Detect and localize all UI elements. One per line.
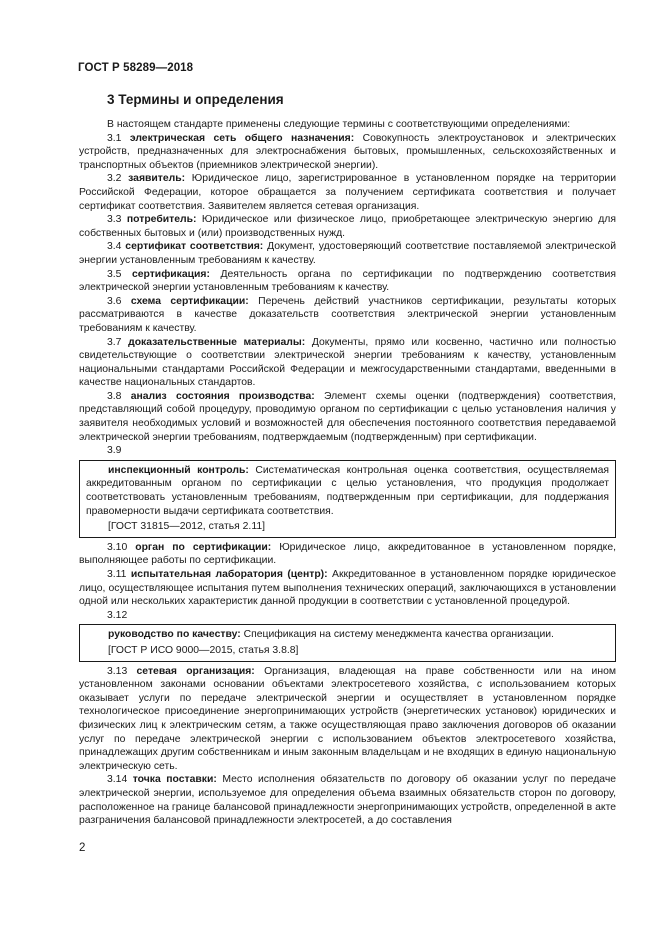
term-3-9-box [79,460,616,538]
term-3-1: 3.1 электрическая сеть общего назначения: Совокупность электроустановок и электрических устройств, предназначенных для электроснабжения бытовых, промышленных, сельскохозяйственных и транспортных объектов (приемников электрической энергии). [79,132,616,171]
section-title: 3 Термины и определения [107,92,284,107]
term-3-13: 3.13 сетевая организация: Организация, владеющая на праве собственности или на ином установленном законами основании объектами электросетевого хозяйства, с использованием которых оказывает услуги по передаче электрической энергии и осуществляет в установленном порядке технологическое присоединение энергопринимающих устройств (энергетических установок) юридических и физических лиц к электрическим сетям, а также осуществляющая право заключения договоров об оказании услуг по передаче электрической энергии с использованием объектов электросетевого хозяйства, принадлежащих другим собственникам и иным законным владельцам и не входящих в единую национальную электрическую сеть. [79,665,616,772]
term-3-10: 3.10 орган по сертификации: Юридическое лицо, аккредитованное в установленном порядке, выполняющее работы по сертификации. [79,541,617,567]
term-3-12-box [79,624,616,661]
intro-paragraph: В настоящем стандарте применены следующие термины с соответствующими определениями: [107,119,571,130]
term-3-6: 3.6 схема сертификации: Перечень действий участников сертификации, результаты которых рассматриваются в качестве доказательств соответствия электрической энергии установленным требованиям к качеству. [79,295,617,334]
term-3-2: 3.2 заявитель: Юридическое лицо, зарегистрированное в установленном порядке на территории Российской Федерации, которое обращается за получением сертификата соответствия и получает сертификат соответствия. Заявителем является сетевая организация. [79,173,617,212]
term-3-14: 3.14 точка поставки: Место исполнения обязательств по договору об оказании услуг по передаче электрической энергии, используемое для определения объема взаимных обязательств сторон по договору, расположенное на границе балансовой принадлежности энергопринимающих устройств, определенной в акте разграничения балансовой принадлежности электросетей, а до составления [79,774,617,827]
term-3-8: 3.8 анализ состояния производства: Элемент схемы оценки (подтверждения) соответствия, представляющий собой процедуру, проводимую органом по сертификации с целью установления наличия у заявителя необходимых условий и возможностей для обеспечения постоянного соответствия передаваемой электрической энергии требованиям, подтверждаемым (подтвержденным) при сертификации. [79,390,616,443]
term-3-9-reference: [ГОСТ 31815—2012, статья 2.11] [108,521,265,533]
term-3-9-number: 3.9 [107,445,122,457]
document-body [79,118,616,828]
term-3-11: 3.11 испытательная лаборатория (центр): Аккредитованное в установленном порядке юридическое лицо, осуществляющее испытания путем выполнения технических операций, заключающихся в установлении одной или нескольких характеристик данной продукции в соответствии с установленной процедурой. [79,569,616,608]
document-header: ГОСТ Р 58289—2018 [78,62,194,74]
term-3-7: 3.7 доказательственные материалы: Документы, прямо или косвенно, частично или полностью свидетельствующие о соответствии электрической энергии требованиям к качеству, установленным национальными стандартами Российской Федерации и межгосударственными стандартами, введенными в качестве национальных стандартов. [79,336,617,389]
term-3-9-text: инспекционный контроль: Систематическая контрольная оценка соответствия, осуществляемая аккредитованным органом по сертификации с целью установления, что продукция продолжает соответствовать установленным требованиям, подтвержденным при сертификации, для поддержания правомерности выдачи сертификата соответствия. [86,464,609,517]
page-number: 2 [79,842,86,854]
term-3-5: 3.5 сертификация: Деятельность органа по сертификации по подтверждению соответствия электрической энергии установленным требованиям к качеству. [79,268,616,294]
term-3-4: 3.4 сертификат соответствия: Документ, удостоверяющий соответствие поставляемой электрической энергии установленным требованиям к качеству. [79,241,616,266]
term-3-12-number: 3.12 [107,609,128,621]
term-3-3: 3.3 потребитель: Юридическое или физическое лицо, приобретающее электрическую энергию для собственных бытовых и (или) производственных нужд. [79,214,616,239]
term-3-12-reference: [ГОСТ Р ИСО 9000—2015, статья 3.8.8] [108,644,299,656]
term-3-12-text: руководство по качеству: Спецификация на систему менеджмента качества организации. [108,629,554,641]
